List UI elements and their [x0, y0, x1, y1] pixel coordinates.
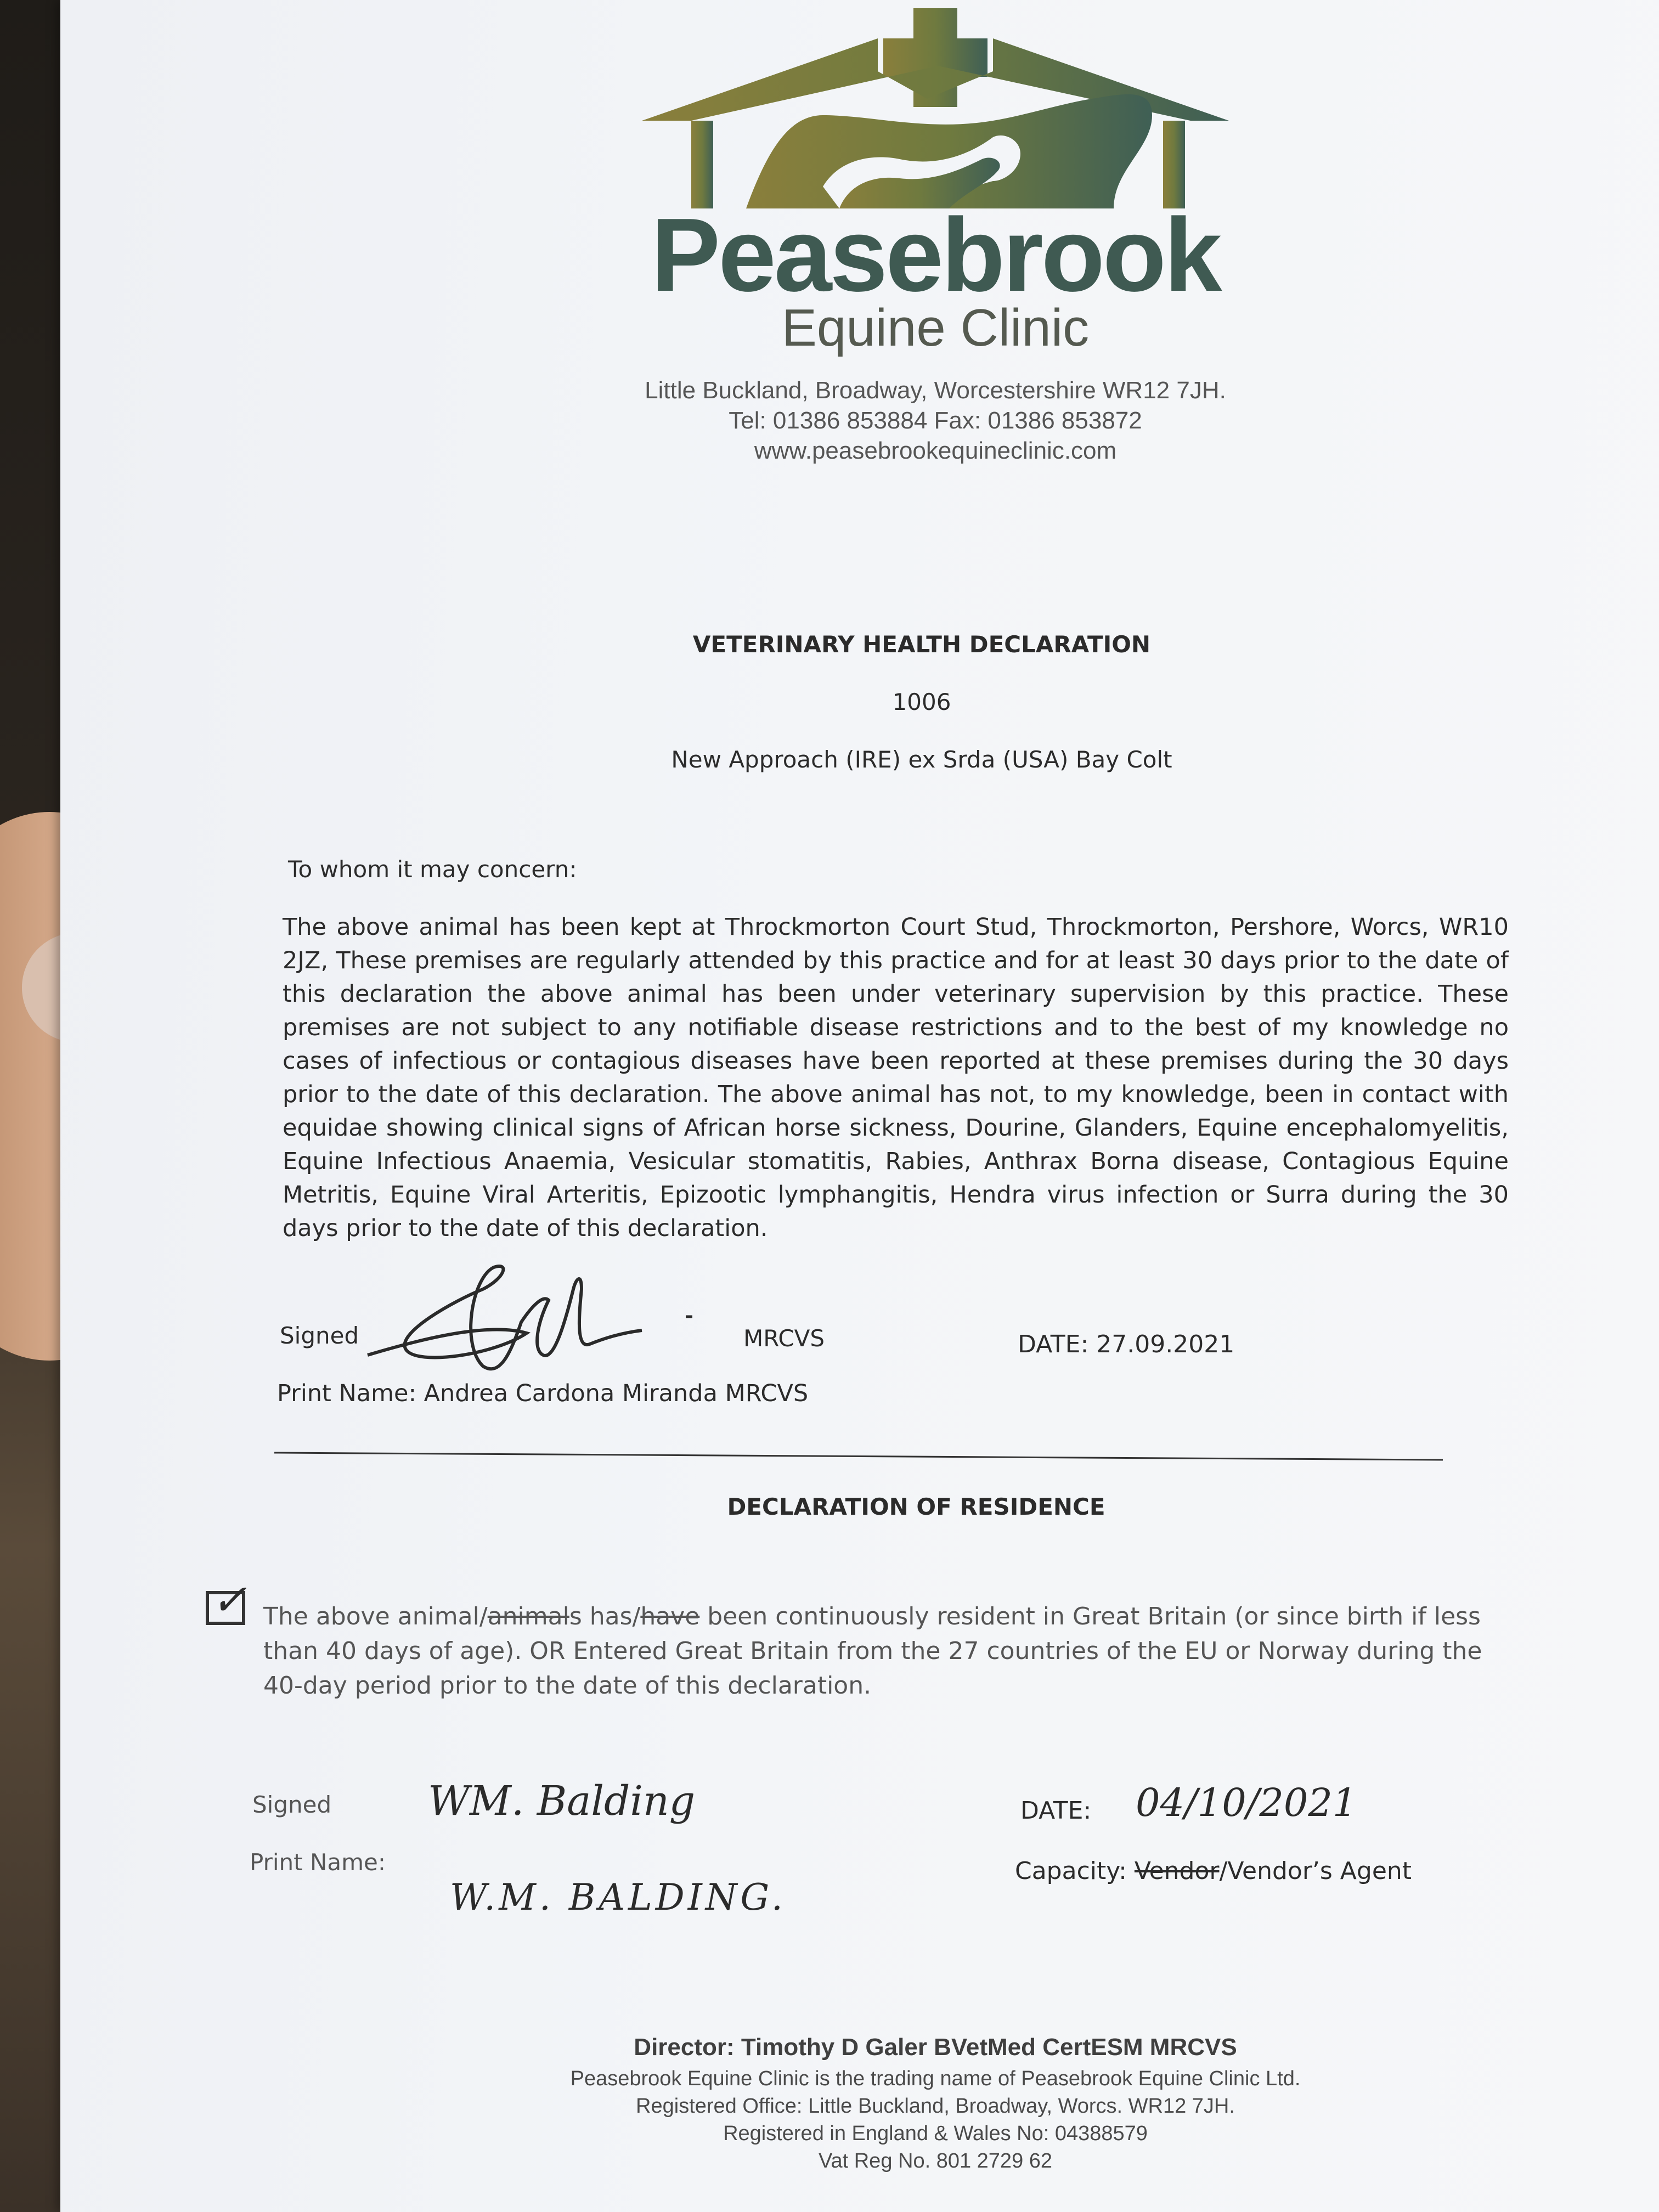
clinic-subtitle: Equine Clinic [781, 298, 1090, 357]
animal-description: New Approach (IRE) ex Srda (USA) Bay Colt [671, 746, 1172, 773]
footer-line-1: Peasebrook Equine Clinic is the trading name of Peasebrook Equine Clinic Ltd. [570, 2067, 1301, 2090]
vet-print-label: Print Name: [277, 1380, 416, 1407]
vet-signature [357, 1256, 697, 1377]
capacity-value: /Vendor’s Agent [1219, 1857, 1412, 1885]
document-page [60, 0, 1659, 2212]
residence-checkbox[interactable] [206, 1576, 247, 1625]
residence-date-label: DATE: [1020, 1797, 1092, 1825]
section-divider [274, 1452, 1443, 1460]
vet-date-value: 27.09.2021 [1096, 1330, 1235, 1358]
capacity-row [1015, 1857, 1412, 1885]
residence-date-value: 04/10/2021 [1136, 1780, 1357, 1825]
residence-text-part: been continuously resident in Great Britain (or since birth if less than 40 days of age). OR Entered Great Britain from the 27 countries of the EU or Norway during the 40-day period prior to the date of this declaration. [263, 1602, 1482, 1700]
vet-print-name: Andrea Cardona Miranda MRCVS [424, 1380, 809, 1407]
struck-word: have [640, 1602, 700, 1630]
declaration-body: The above animal has been kept at Throckmorton Court Stud, Throckmorton, Pershore, Worcs, WR10 2JZ, These premises are regularly attended by this practice and for at least 30 days prior to the date of this declaration the above animal has been under veterinary supervision by this practice. These premises are not subject to any notifiable disease restrictions and to the best of my knowledge no cases of infectious or contagious diseases have been reported at these premises during the 30 days prior to the date of this declaration. The above animal has not, to my knowledge, been in contact with equidae showing clinical signs of African horse sickness, Dourine, Glanders, Equine encephalomyelitis, Equine Infectious Anaemia, Vesicular stomatitis, Rabies, Anthrax Borna disease, Contagious Equine Metritis, Equine Viral Arteritis, Epizootic lymphangitis, Hendra virus infection or Surra during the 30 days prior to the date of this declaration. [283, 913, 1509, 1242]
vet-date-row [1018, 1330, 1234, 1358]
vet-mrcvs-label: MRCVS [743, 1325, 825, 1352]
clinic-address: Little Buckland, Broadway, Worcestershire WR12 7JH. [645, 377, 1226, 404]
clinic-name: Peasebrook [651, 197, 1220, 313]
clinic-logo [642, 5, 1229, 208]
clinic-contact: Tel: 01386 853884 Fax: 01386 853872 [729, 407, 1142, 434]
residence-signature: WM. Balding [428, 1778, 696, 1825]
capacity-label: Capacity: [1015, 1857, 1135, 1885]
residence-print-label: Print Name: [250, 1849, 386, 1876]
vet-date-label: DATE: [1018, 1330, 1089, 1358]
check-mark-icon: ✓ [211, 1576, 247, 1625]
residence-signed-label: Signed [252, 1791, 332, 1818]
residence-print-name: W.M. BALDING. [450, 1876, 786, 1918]
residence-text [263, 1599, 1498, 1703]
residence-title: DECLARATION OF RESIDENCE [727, 1493, 1105, 1520]
footer-line-2: Registered Office: Little Buckland, Broadway, Worcs. WR12 7JH. [636, 2095, 1235, 2118]
struck-word: animal [487, 1602, 569, 1630]
vet-print-row [277, 1380, 808, 1407]
capacity-struck: Vendor [1134, 1857, 1220, 1885]
clinic-website: www.peasebrookequineclinic.com [754, 437, 1117, 464]
residence-text-part: s has/ [569, 1602, 641, 1630]
salutation: To whom it may concern: [288, 856, 577, 883]
declaration-title: VETERINARY HEALTH DECLARATION [692, 631, 1151, 658]
vet-signed-label: Signed [280, 1322, 359, 1349]
footer-line-3: Registered in England & Wales No: 04388579 [723, 2122, 1148, 2145]
residence-text-part: The above animal/ [263, 1602, 488, 1630]
footer-director: Director: Timothy D Galer BVetMed CertESM MRCVS [634, 2034, 1237, 2061]
footer-line-4: Vat Reg No. 801 2729 62 [818, 2149, 1053, 2172]
lot-number: 1006 [892, 689, 951, 715]
